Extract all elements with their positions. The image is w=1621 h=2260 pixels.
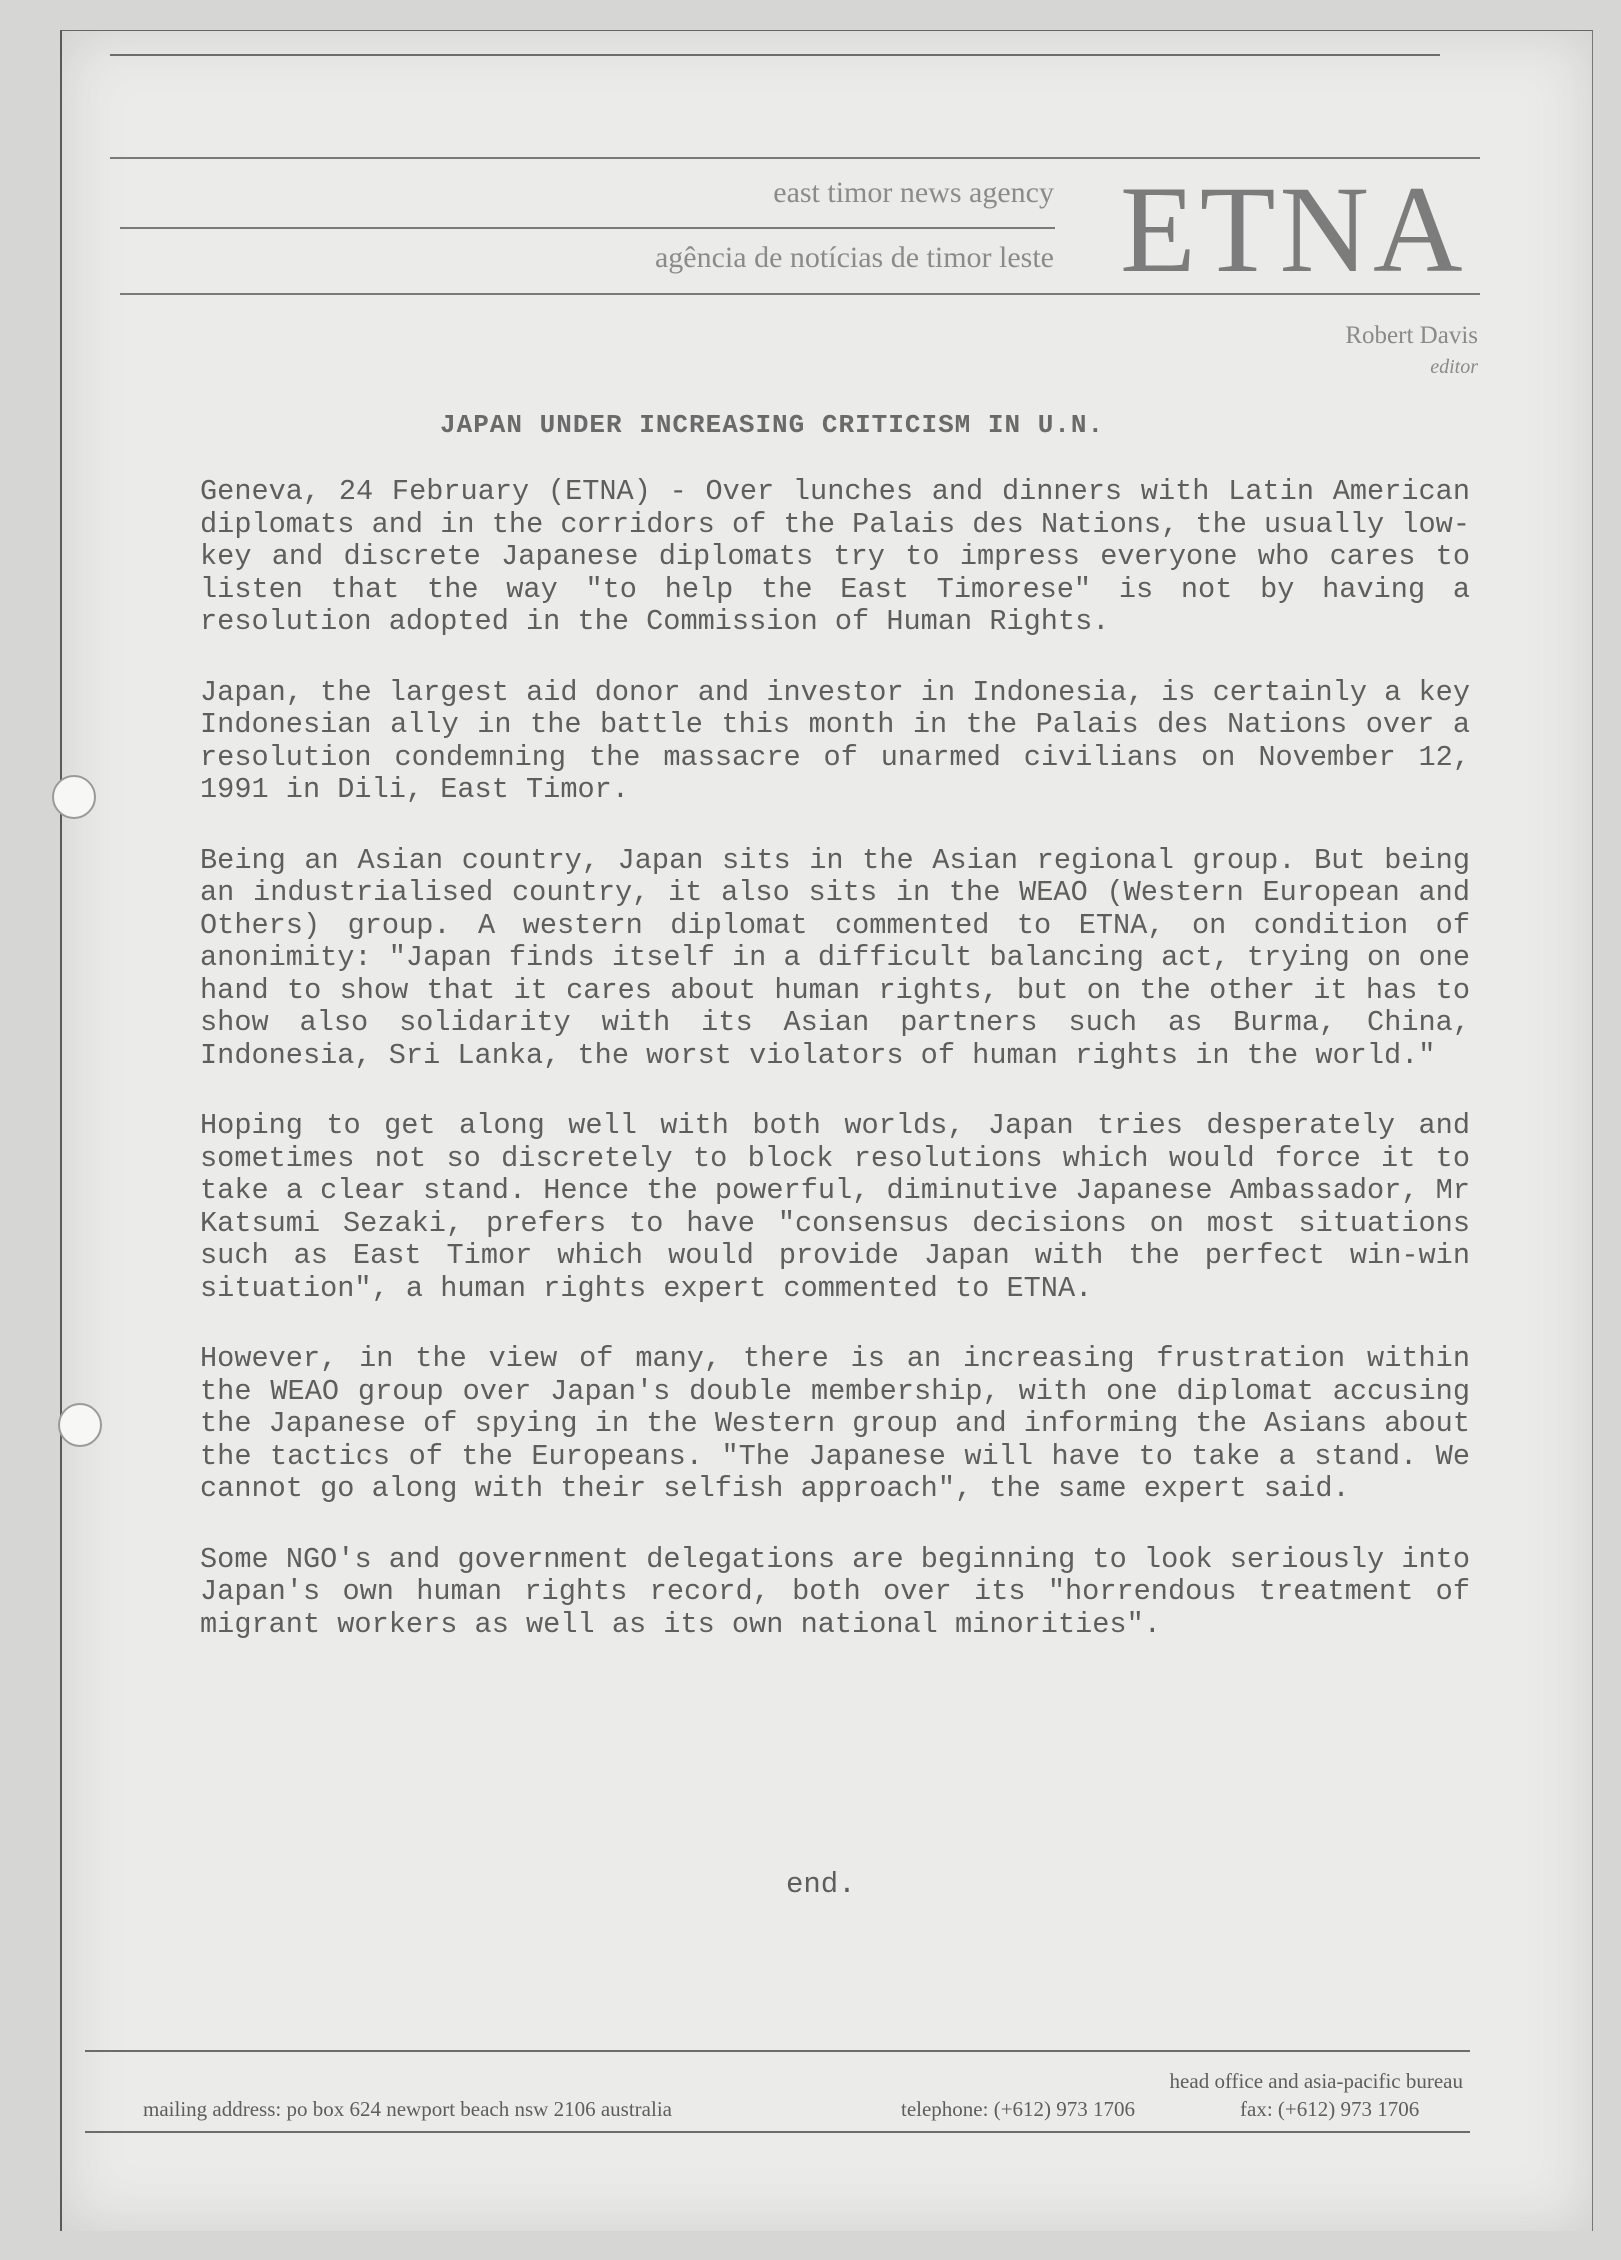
article-end-marker: end. [786,1868,856,1901]
paragraph: Japan, the largest aid donor and investor in Indonesia, is certainly a key Indonesian ally in the battle this month in the Palais des Nations over a resolution condemning the massacre of unarmed civilians on November 12, 1991 in Dili, East Timor. [200,675,1470,806]
footer-office: head office and asia-pacific bureau [1169,2069,1463,2093]
paragraph: Hoping to get along well with both worlds, Japan tries desperately and sometimes not so discretely to block resolutions which would force it to take a clear stand. Hence the powerful, diminutive Japanese Ambassador, Mr Katsumi Sezaki, prefers to have "consensus decisions on most situations such as East Timor which would provide Japan with the perfect win-win situation", a human rights expert commented to ETNA. [200,1109,1470,1305]
article-headline: JAPAN UNDER INCREASING CRITICISM IN U.N. [440,410,1105,440]
letterhead-rule-bottom [120,293,1480,295]
editor-role: editor [1430,356,1478,378]
top-rule [110,54,1440,56]
paragraph: Some NGO's and government delegations are beginning to look seriously into Japan's own human rights record, both over its "horrendous treatment of migrant workers as well as its own national minorities". [200,1542,1470,1641]
etna-logo: ETNA [1120,161,1467,298]
article-body [200,476,1470,1679]
paragraph: Being an Asian country, Japan sits in the Asian regional group. But being an industrialised country, it also sits in the WEAO (Western European and Others) group. A western diplomat commented to ETNA, on condition of anonimity: "Japan finds itself in a difficult balancing act, trying on one hand to show that it cares about human rights, but on the other it has to show also solidarity with its Asian partners such as Burma, China, Indonesia, Sri Lanka, the worst violators of human rights in the world." [200,843,1470,1072]
punch-hole-top [52,775,96,819]
letterhead-rule-top [110,157,1480,159]
footer-telephone: telephone: (+612) 973 1706 [901,2097,1136,2121]
agency-name-portuguese: agência de notícias de timor leste [654,241,1054,274]
footer-mailing-address: mailing address: po box 624 newport beach nsw 2106 australia [143,2097,672,2121]
agency-name-english: east timor news agency [773,176,1054,209]
letterhead-rule-middle [120,227,1055,229]
editor-name: Robert Davis [1345,322,1478,349]
paragraph: Geneva, 24 February (ETNA) - Over lunches and dinners with Latin American diplomats and in the corridors of the Palais des Nations, the usually low-key and discrete Japanese diplomats try to impress everyone who cares to listen that the way "to help the East Timorese" is not by having a resolution adopted in the Commission of Human Rights. [200,475,1470,638]
punch-hole-bottom [58,1403,102,1447]
footer-rule-top [85,2050,1470,2052]
footer-rule-bottom [85,2131,1470,2133]
footer-fax: fax: (+612) 973 1706 [1240,2097,1420,2121]
paragraph: However, in the view of many, there is an increasing frustration within the WEAO group over Japan's double membership, with one diplomat accusing the Japanese of spying in the Western group and informing the Asians about the tactics of the Europeans. "The Japanese will have to take a stand. We cannot go along with their selfish approach", the same expert said. [200,1342,1470,1505]
